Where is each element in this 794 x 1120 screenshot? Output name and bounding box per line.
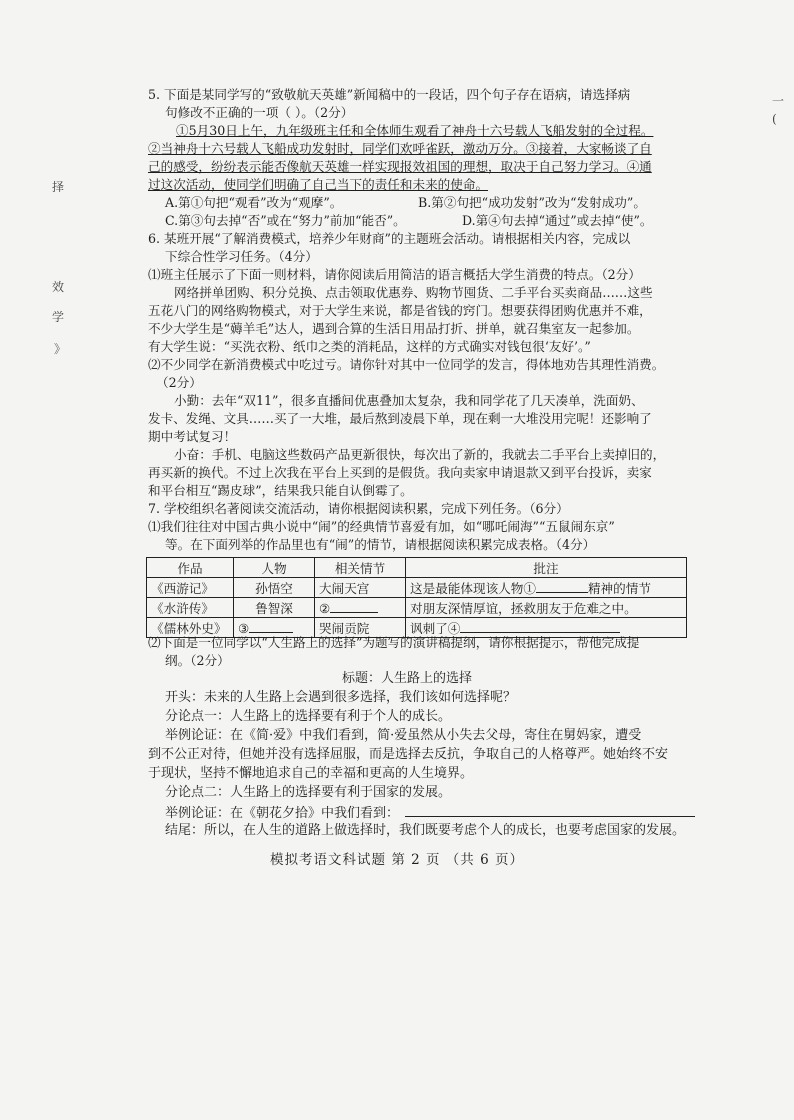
annotation-text: 讽刺了④ — [410, 621, 461, 636]
margin-char: 一 — [772, 94, 785, 108]
q6-sub2-score: （2分） — [156, 375, 202, 390]
q6-sub1: ⑴班主任展示了下面一则材料，请你阅读后用简洁的语言概括大学生消费的特点。（2分） — [148, 267, 641, 282]
outline-line: 于现状，坚持不懈地追求自己的幸福和更高的人生境界。 — [148, 766, 474, 781]
answer-blank-1[interactable] — [536, 579, 588, 593]
table-row — [147, 578, 687, 598]
answer-blank-4[interactable] — [460, 619, 620, 633]
annotation-text: 精神的情节 — [587, 581, 651, 596]
margin-char: 》 — [54, 342, 67, 356]
answer-blank-2[interactable] — [330, 599, 378, 613]
q6-material-line: 五花八门的网络购物模式，对于大学生来说，都是省钱的窍门。想要获得团购优惠并不难， — [148, 303, 652, 318]
outline-line: 结尾：所以，在人生的道路上做选择时，我们既要考虑个人的成长，也要考虑国家的发展。 — [165, 823, 686, 838]
table-row — [147, 598, 687, 618]
table-header-row — [147, 558, 687, 578]
q6-material-line: 网络拼单团购、积分兑换、点击领取优惠券、购物节囤货、二手平台买卖商品……这些 — [174, 285, 653, 300]
q7-sub2-cont: 纲。（2分） — [165, 653, 230, 668]
margin-char: ( — [772, 112, 777, 126]
outline-title: 标题：人生路上的选择 — [342, 671, 473, 686]
blank-number: ③ — [238, 621, 250, 636]
q5-stem: 5. 下面是某同学写的“致敬航天英雄”新闻稿中的一段话，四个句子存在语病，请选择病 — [148, 87, 631, 102]
q6-stem-cont: 下综合性学习任务。（4分） — [165, 249, 318, 264]
q6-dialogue-line: 小奋：手机、电脑这些数码产品更新很快，每次出了新的，我就去二手平台上卖掉旧的， — [174, 447, 666, 462]
outline-line: 开头：未来的人生路上会遇到很多选择，我们该如何选择呢？ — [165, 690, 517, 705]
outline-line: 到不公正对待，但她并没有选择屈服，而是选择去反抗，争取自己的人格尊严。她始终不安 — [148, 747, 669, 762]
q6-dialogue-line: 小勤：去年“双11”，很多直播间优惠叠加太复杂，我和同学花了几天凑单，洗面奶、 — [174, 393, 644, 408]
q5-passage-line: 己的感受，纷纷表示能否像航天英雄一样实现报效祖国的理想，取决于自己努力学习。④通 — [148, 159, 652, 174]
page-footer: 模拟考语文科试题 第 2 页 （共 6 页） — [270, 852, 524, 868]
outline-line — [165, 803, 695, 823]
table-cell — [315, 598, 406, 618]
q6-dialogue-line: 和平台相互“踢皮球”，结果我只能自认倒霉了。 — [148, 483, 413, 498]
blank-number: ② — [319, 601, 331, 616]
outline-line: 分论点一：人生路上的选择要有利于个人的成长。 — [165, 709, 452, 724]
q5-stem-cont: 句修改不正确的一项（ ）。（2分） — [165, 105, 354, 120]
q7-stem: 7. 学校组织名著阅读交流活动，请你根据阅读积累，完成下列任务。（6分） — [148, 501, 569, 516]
margin-char: 择 — [52, 180, 65, 194]
q5-option-a: A.第①句把“观看”改为“观摩”。 — [165, 195, 343, 210]
q6-material-line: 有大学生说：“买洗衣粉、纸巾之类的消耗品，这样的方式确实对钱包很‘友好’。” — [148, 339, 591, 354]
outline-line: 举例论证：在《简·爱》中我们看到，简·爱虽然从小失去父母，寄住在舅妈家，遭受 — [165, 728, 642, 743]
answer-blank-outline[interactable] — [405, 803, 695, 817]
margin-char: 学 — [52, 310, 65, 324]
q7-sub2: ⑵下面是一位同学以“人生路上的选择”为题写的演讲稿提纲，请你根据提示，帮他完成提 — [148, 635, 640, 650]
reading-table — [146, 557, 687, 638]
q5-passage-line: 过这次活动，使同学们明确了自己当下的责任和未来的使命。 — [148, 177, 489, 192]
q5-option-b: B.第②句把“成功发射”改为“发射成功”。 — [418, 195, 646, 210]
table-header: 相关情节 — [315, 558, 406, 578]
q5-passage-line: ②当神舟十六号载人飞船成功发射时，同学们欢呼雀跃，激动万分。③接着，大家畅谈了自 — [148, 141, 652, 156]
table-cell: 《西游记》 — [147, 578, 234, 598]
table-cell: 大闹天宫 — [315, 578, 406, 598]
q5-option-d: D.第④句去掉“通过”或去掉“使”。 — [462, 213, 653, 228]
table-cell: 对朋友深情厚谊，拯救朋友于危难之中。 — [406, 598, 687, 618]
table-cell: 《水浒传》 — [147, 598, 234, 618]
q5-option-c: C.第③句去掉“否”或在“努力”前加“能否”。 — [165, 213, 406, 228]
table-cell: 孙悟空 — [234, 578, 315, 598]
q6-stem: 6. 某班开展“了解消费模式，培养少年财商”的主题班会活动。请根据相关内容，完成以 — [148, 231, 631, 246]
annotation-text: 这是最能体现该人物① — [410, 581, 536, 596]
table-cell: 哭闹贡院 — [315, 618, 406, 638]
table-header: 作品 — [147, 558, 234, 578]
outline-example-prompt: 举例论证：在《朝花夕拾》中我们看到： — [165, 806, 400, 821]
q6-dialogue-line: 发卡、发绳、文具……买了一大堆，最后熬到凌晨下单，现在剩一大堆没用完呢！还影响了 — [148, 411, 652, 426]
table-header: 批注 — [406, 558, 687, 578]
table-cell — [406, 578, 687, 598]
table-header: 人物 — [234, 558, 315, 578]
q7-sub1: ⑴我们往往对中国古典小说中“闹”的经典情节喜爱有加，如“哪吒闹海”“五鼠闹东京” — [148, 519, 615, 534]
table-cell: 《儒林外史》 — [147, 618, 234, 638]
q6-dialogue-line: 期中考试复习！ — [148, 429, 237, 444]
q6-sub2: ⑵不少同学在新消费模式中吃过亏。请你针对其中一位同学的发言，得体地劝告其理性消费。 — [148, 357, 665, 372]
outline-line: 分论点二：人生路上的选择要有利于国家的发展。 — [165, 785, 452, 800]
table-cell: 鲁智深 — [234, 598, 315, 618]
answer-blank-3[interactable] — [249, 619, 293, 633]
q5-passage-line: ①5月30日上午，九年级班主任和全体师生观看了神舟十六号载人飞船发射的全过程。 — [176, 123, 654, 138]
q6-material-line: 不少大学生是“薅羊毛”达人，遇到合算的生活日用品打折、拼单，就召集室友一起参加。 — [148, 321, 640, 336]
q6-dialogue-line: 再买新的换代。不过上次我在平台上买到的是假货。我向卖家申请退款又到平台投诉，卖家 — [148, 465, 652, 480]
margin-char: 效 — [52, 280, 65, 294]
q7-sub1-cont: 等。在下面列举的作品里也有“闹”的情节，请根据阅读积累完成表格。（4分） — [165, 537, 596, 552]
